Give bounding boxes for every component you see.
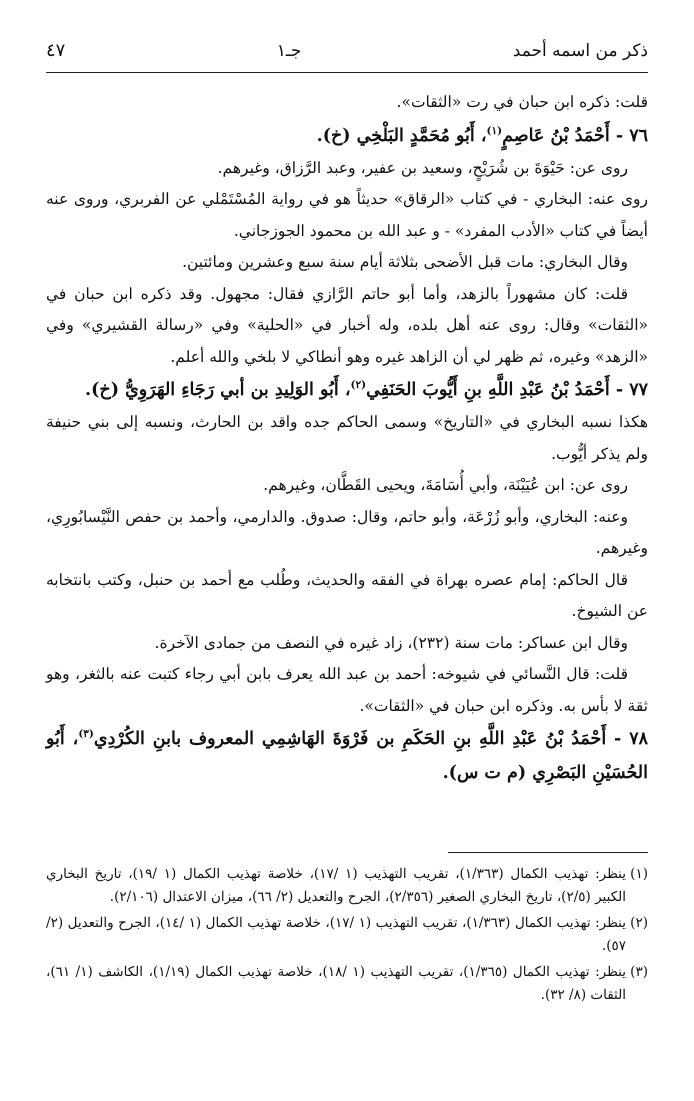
entry-name-tail: ، أَبُو الحُسَيْنِ البَصْرِي (م ت س). (46, 729, 648, 783)
page-number: ٤٧ (46, 40, 66, 61)
entry-name-tail: ، أَبُو مُحَمَّدٍ البَلْخِي (خ). (316, 125, 487, 146)
paragraph: قلت: كان مشهوراً بالزهد، وأما أبو حاتم الرَّازي فقال: مجهول. وقد ذكره ابن حبان في «الثقات» وقال: روى عنه أهل بلده، وله أخبار في «الحلية» وفي «رسالة القشيري» وفي «الزهد» وغيره، ثم ظهر لي أن الزاهد غيره وهو أنطاكي لا بلخي والله أعلم. (46, 284, 648, 366)
footnote-text: ينظر: تهذيب الكمال (١/٣٦٥)، تقريب التهذيب (١ /١٨)، خلاصة تهذيب الكمال (١/١٩)، الكاشف (١/ ٦١)، الثقات (٨/ ٣٢). (46, 964, 626, 1003)
footnote-1 (46, 863, 648, 908)
paragraph: روى عن: حَيْوَةَ بن شُرَيْحٍ، وسعيد بن عفير، وعبد الرَّزاق، وغيرهم. (217, 158, 628, 177)
page (46, 30, 648, 790)
entry-name: ٧٧ - أَحْمَدُ بْنُ عَبْدِ اللَّهِ بنِ أَيُّوبَ الحَنَفِي (366, 380, 648, 400)
paragraph: قلت: قال النَّسائي في شيوخه: أحمد بن عبد الله يعرف بابن أبي رجاء كتبت عنه بالثغر، وهو ثقة لا بأس به. وذكره ابن حبان في «الثقات». (46, 665, 648, 715)
entry-heading-77 (46, 373, 648, 407)
footnote-2 (46, 912, 648, 957)
footnote-number: (٣) (630, 964, 648, 980)
footnote-number: (١) (630, 866, 648, 882)
paragraph: وقال ابن عساكر: مات سنة (٢٣٢)، زاد غيره في النصف من جمادى الآخرة. (154, 633, 628, 652)
header-title: ذكر من اسمه أحمد (512, 41, 648, 61)
paragraph: هكذا نسبه البخاري في «التاريخ» وسمى الحاكم جده واقد بن الحارث، ونسبه إلى بني حنيفة ولم يذكر أيُّوب. (46, 413, 648, 463)
paragraph: روى عن: ابن عُيَيْنَة، وأبي أُسَامَةَ، ويحيى القَطَّان، وغيرهم. (263, 476, 628, 494)
footnote-text: ينظر: تهذيب الكمال (١/٣٦٣)، تقريب التهذيب (١ /١٧)، خلاصة تهذيب الكمال (١ /١٤)، الجرح والتعديل (٢/ ٥٧). (46, 915, 626, 954)
footnote-ref: (٢) (350, 379, 367, 392)
header-volume: جـ١ (276, 41, 302, 61)
entry-name: ٧٦ - أَحْمَدُ بْنُ عَاصِمٍ (502, 125, 648, 146)
entry-name-tail: ، أَبُو الوَلِيدِ بن أبي رَجَاءِ الهَرَوِيُّ (خ). (85, 380, 351, 400)
footnote-3 (46, 961, 648, 1006)
entry-heading-78 (46, 722, 648, 790)
footnote-text: ينظر: تهذيب الكمال (١/٣٦٣)، تقريب التهذيب (١ /١٧)، خلاصة تهذيب الكمال (١ /١٩)، تاريخ البخاري الكبير (٢/٥)، تاريخ البخاري الصغير (٢/٣٥٦)، الجرح والتعديل (٢/ ٦٦)، ميزان الاعتدال (٢/١٠٦). (46, 866, 626, 905)
paragraph: قال الحاكم: إمام عصره بهراة في الفقه والحديث، وطُلب مع أحمد بن حنبل، وكتب بانتخابه عن الشيوخ. (46, 570, 648, 620)
paragraph: قلت: ذكره ابن حبان في رت «الثقات». (396, 93, 648, 111)
footnote-separator (448, 852, 648, 853)
paragraph: وعنه: البخاري، وأبو زُرْعَة، وأبو حاتم، وقال: صدوق. والدارمي، وأحمد بن حفص النَّيْسابُورِي، وغيرهم. (46, 507, 648, 557)
entry-name: ٧٨ - أَحْمَدُ بْنُ عَبْدِ اللَّهِ بنِ الحَكَمِ بن فَرْوَةَ الهَاشِمِي المعروف بابنِ الكُرْدِي (93, 729, 649, 749)
footnotes (46, 852, 648, 1010)
paragraph: وقال البخاري: مات قبل الأضحى بثلاثة أيام سنة سبع وعشرين ومائتين. (182, 253, 628, 271)
footnote-ref: (١) (486, 124, 503, 137)
entry-heading-76 (46, 119, 648, 153)
running-header (46, 30, 648, 73)
footnote-ref: (٣) (78, 728, 94, 741)
footnote-number: (٢) (630, 915, 648, 931)
main-text (46, 87, 648, 790)
paragraph: روى عنه: البخاري - في كتاب «الرقاق» حديثاً هو في رواية المُسْتَمْلي عن الفربري، وروى عنه أيضاً في كتاب «الأدب المفرد» - و عبد الله بن محمود الجوزجاني. (46, 190, 648, 240)
